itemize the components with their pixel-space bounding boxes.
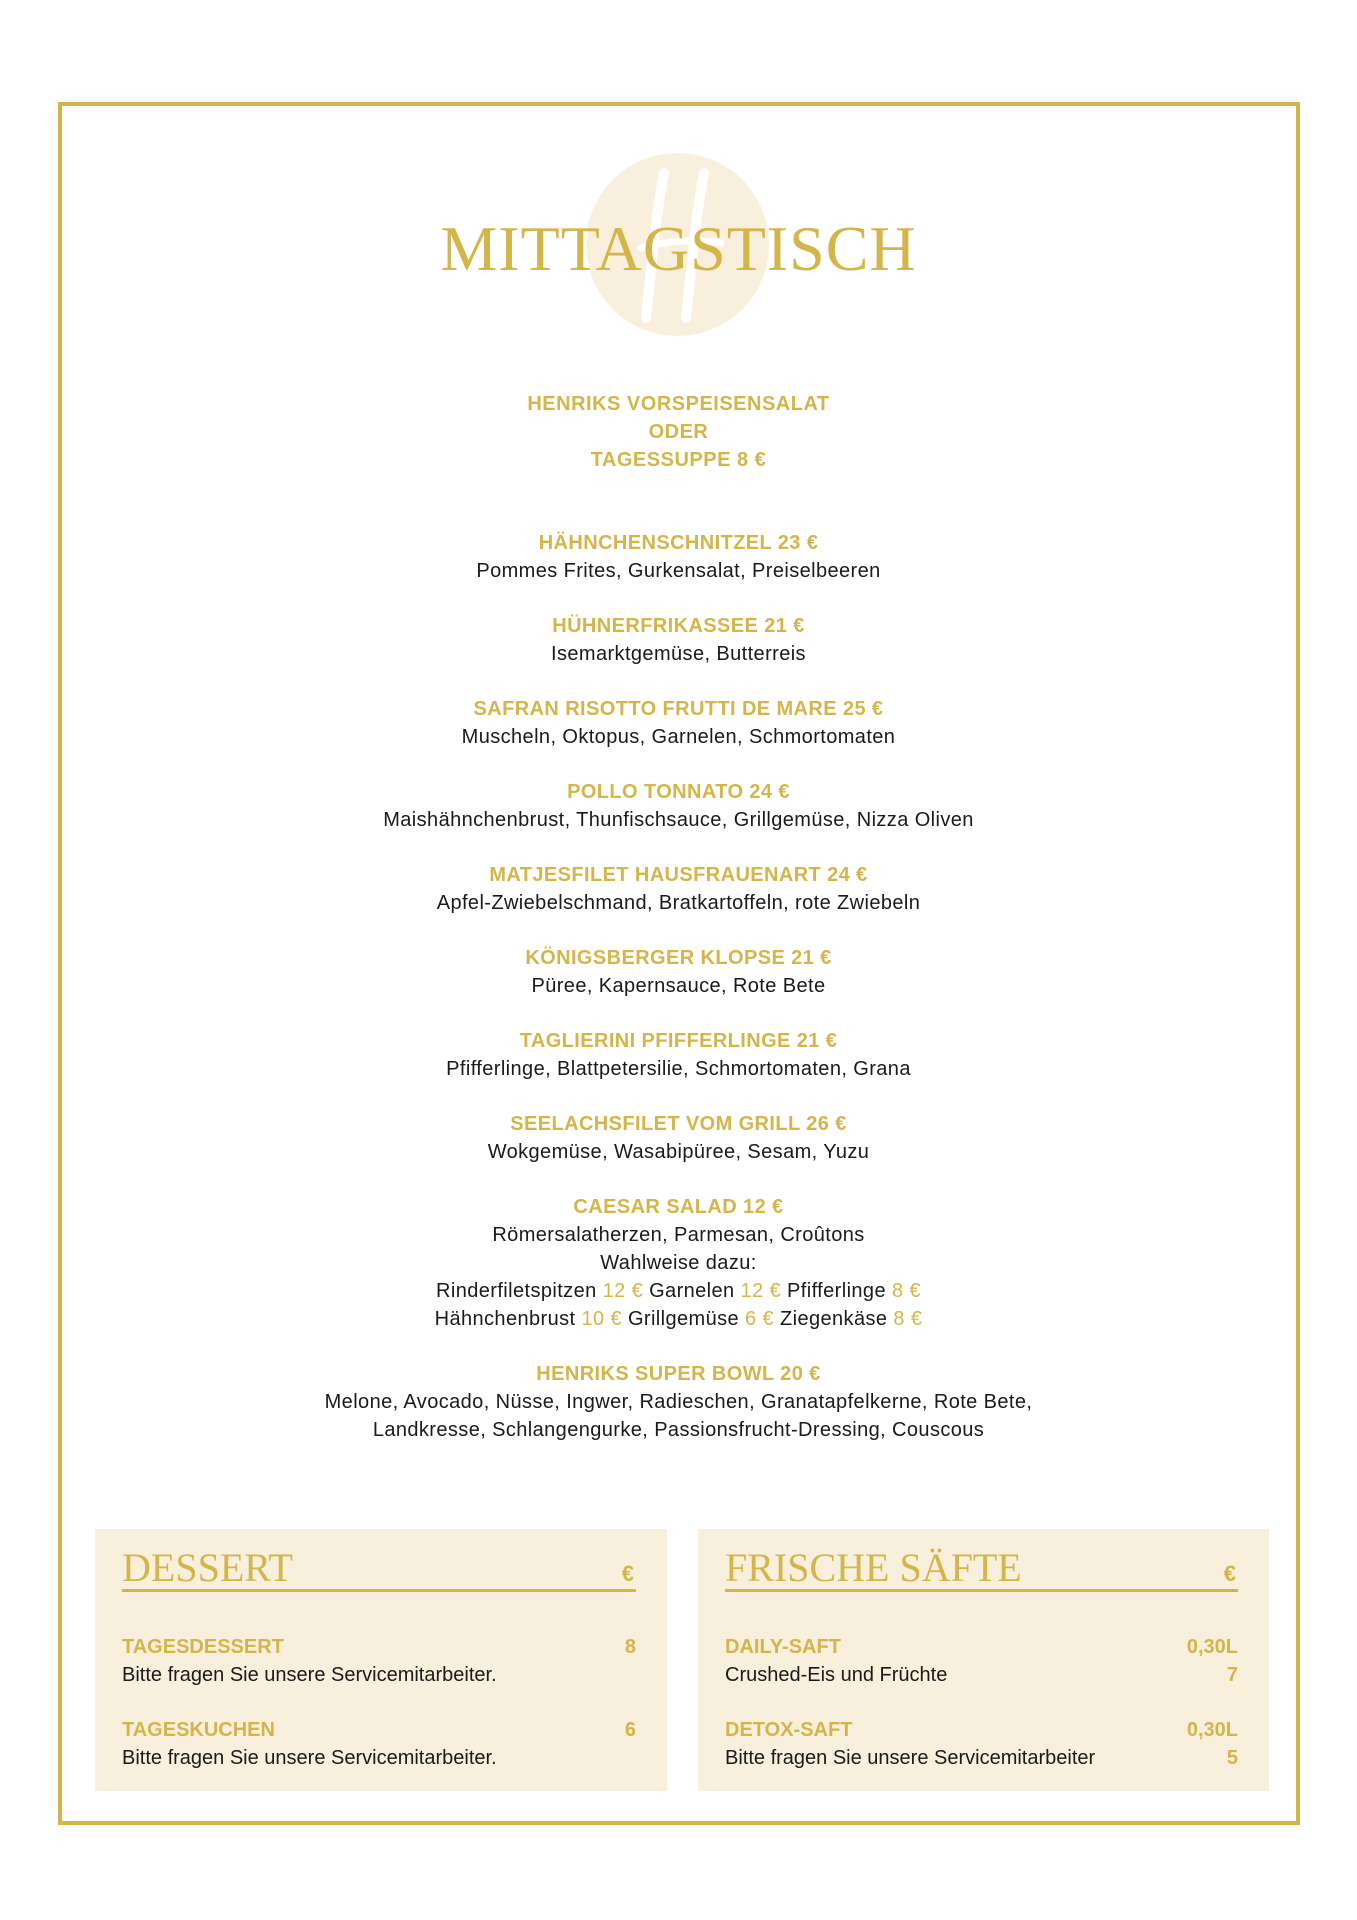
dessert-desc-row [122, 1744, 636, 1772]
starter-block [0, 390, 1357, 474]
currency-label: € [621, 1561, 634, 1586]
dish-name: KÖNIGSBERGER KLOPSE 21 € [525, 947, 832, 969]
extra-item: Garnelen [649, 1280, 735, 1302]
extra-price: 8 € [893, 1308, 923, 1330]
juice-description: Crushed-Eis und Früchte [725, 1664, 948, 1686]
starter-or: ODER [648, 421, 709, 443]
juices-header [725, 1547, 1238, 1592]
extra-price: 12 € [740, 1280, 782, 1302]
menu-item-caesar [0, 1193, 1357, 1333]
dish-description: Püree, Kapernsauce, Rote Bete [531, 975, 826, 997]
page-title: MITTAGSTISCH [440, 213, 917, 284]
extra-price: 6 € [745, 1308, 775, 1330]
starter-line: TAGESSUPPE 8 € [590, 449, 767, 471]
dish-name: HÄHNCHENSCHNITZEL 23 € [538, 532, 819, 554]
dish-description: Landkresse, Schlangengurke, Passionsfrucht-Dressing, Couscous [372, 1419, 985, 1441]
dish-name: POLLO TONNATO 24 € [567, 781, 790, 803]
dish-description: Maishähnchenbrust, Thunfischsauce, Grillgemüse, Nizza Oliven [383, 809, 974, 831]
extras-row [0, 1305, 1357, 1333]
extra-price: 12 € [602, 1280, 644, 1302]
menu-item [0, 1027, 1357, 1083]
dish-name: MATJESFILET HAUSFRAUENART 24 € [489, 864, 868, 886]
dish-description: Isemarktgemüse, Butterreis [551, 643, 806, 665]
juice-price: 5 [1226, 1747, 1238, 1769]
dessert-item [122, 1633, 636, 1661]
juice-name: DETOX-SAFT [725, 1719, 853, 1741]
dessert-box [95, 1529, 667, 1791]
dish-description: Apfel-Zwiebelschmand, Bratkartoffeln, rote Zwiebeln [436, 892, 921, 914]
dish-description: Wokgemüse, Wasabipüree, Sesam, Yuzu [487, 1141, 870, 1163]
dish-name: SEELACHSFILET VOM GRILL 26 € [510, 1113, 847, 1135]
dish-description: Melone, Avocado, Nüsse, Ingwer, Radieschen, Granatapfelkerne, Rote Bete, [324, 1391, 1033, 1413]
dish-name: HÜHNERFRIKASSEE 21 € [552, 615, 805, 637]
dish-description: Pommes Frites, Gurkensalat, Preiselbeeren [476, 560, 881, 582]
extra-price: 8 € [891, 1280, 921, 1302]
dessert-price: 8 [624, 1636, 636, 1658]
dish-description: Pfifferlinge, Blattpetersilie, Schmortomaten, Grana [446, 1058, 911, 1080]
starter-line: HENRIKS VORSPEISENSALAT [527, 393, 830, 415]
menu-item [0, 695, 1357, 751]
extra-item: Rinderfiletspitzen [436, 1280, 597, 1302]
dessert-name: TAGESKUCHEN [122, 1719, 275, 1741]
juice-item [725, 1716, 1238, 1744]
juice-price: 7 [1226, 1664, 1238, 1686]
dessert-desc-row [122, 1661, 636, 1689]
menu-item [0, 1110, 1357, 1166]
menu-item [0, 778, 1357, 834]
dessert-header [122, 1547, 636, 1592]
dessert-description: Bitte fragen Sie unsere Servicemitarbeiter. [122, 1664, 497, 1686]
juice-size: 0,30L [1186, 1719, 1238, 1741]
juice-description: Bitte fragen Sie unsere Servicemitarbeiter [725, 1747, 1096, 1769]
extras-label: Wahlweise dazu: [600, 1252, 757, 1274]
menu-item-bowl [0, 1360, 1357, 1444]
juices-box [698, 1529, 1269, 1791]
menu-item [0, 944, 1357, 1000]
extra-item: Ziegenkäse [780, 1308, 888, 1330]
menu-item [0, 529, 1357, 585]
dish-description: Römersalatherzen, Parmesan, Croûtons [492, 1224, 865, 1246]
dessert-description: Bitte fragen Sie unsere Servicemitarbeiter. [122, 1747, 497, 1769]
dessert-price: 6 [624, 1719, 636, 1741]
dessert-name: TAGESDESSERT [122, 1636, 284, 1658]
dish-name: CAESAR SALAD 12 € [573, 1196, 784, 1218]
juices-title: FRISCHE SÄFTE [725, 1545, 1022, 1590]
dish-name: TAGLIERINI PFIFFERLINGE 21 € [519, 1030, 838, 1052]
juice-item [725, 1633, 1238, 1661]
juice-name: DAILY-SAFT [725, 1636, 841, 1658]
extra-item: Grillgemüse [627, 1308, 740, 1330]
extras-row [0, 1277, 1357, 1305]
currency-label: € [1223, 1561, 1236, 1586]
juice-desc-row [725, 1744, 1238, 1772]
extra-price: 10 € [581, 1308, 622, 1330]
dish-description: Muscheln, Oktopus, Garnelen, Schmortomaten [461, 726, 896, 748]
menu-item [0, 612, 1357, 668]
dish-name: SAFRAN RISOTTO FRUTTI DE MARE 25 € [473, 698, 884, 720]
extra-item: Hähnchenbrust [434, 1308, 576, 1330]
juice-size: 0,30L [1186, 1636, 1238, 1658]
extra-item: Pfifferlinge [787, 1280, 886, 1302]
dessert-title: DESSERT [122, 1545, 293, 1590]
menu-item [0, 861, 1357, 917]
dessert-item [122, 1716, 636, 1744]
juice-desc-row [725, 1661, 1238, 1689]
dish-name: HENRIKS SUPER BOWL 20 € [536, 1363, 821, 1385]
